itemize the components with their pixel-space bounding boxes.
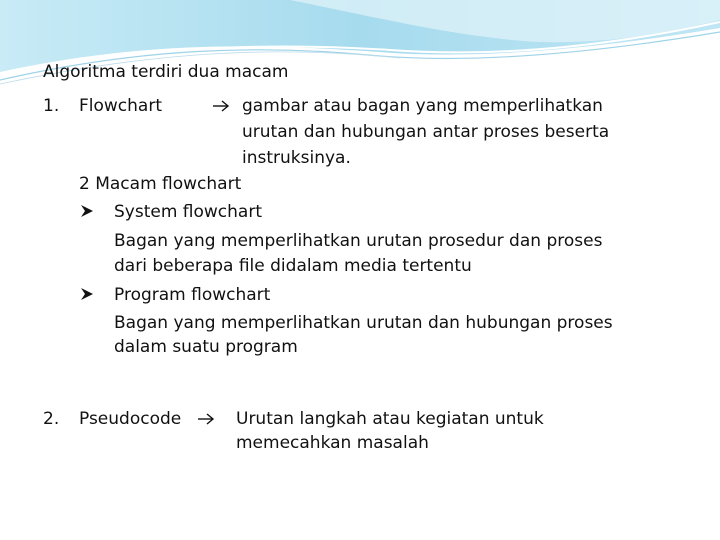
item1-desc-line-3: instruksinya. (242, 148, 351, 168)
item2-desc-line-1: Urutan langkah atau kegiatan untuk (236, 409, 544, 429)
item1-number: 1. (43, 96, 60, 116)
item2-number: 2. (43, 409, 60, 429)
program-flowchart-label: Program flowchart (114, 285, 271, 305)
flowchart-types-heading: 2 Macam flowchart (79, 174, 242, 194)
chevron-bullet-icon (79, 286, 95, 302)
program-flowchart-desc-line-2: dalam suatu program (114, 337, 298, 357)
system-flowchart-desc-line-2: dari beberapa file didalam media tertentu (114, 256, 472, 276)
item1-desc-line-1: gambar atau bagan yang memperlihatkan (242, 96, 603, 116)
right-arrow-icon (197, 412, 215, 426)
chevron-bullet-icon (79, 203, 95, 219)
item2-desc-line-2: memecahkan masalah (236, 433, 429, 453)
right-arrow-icon (212, 99, 230, 113)
item1-term: Flowchart (79, 96, 162, 116)
item2-term: Pseudocode (79, 409, 182, 429)
system-flowchart-desc-line-1: Bagan yang memperlihatkan urutan prosedur dan proses (114, 231, 603, 251)
item1-desc-line-2: urutan dan hubungan antar proses beserta (242, 122, 610, 142)
program-flowchart-desc-line-1: Bagan yang memperlihatkan urutan dan hubungan proses (114, 313, 613, 333)
system-flowchart-label: System flowchart (114, 202, 263, 222)
slide-title: Algoritma terdiri dua macam (43, 62, 289, 82)
